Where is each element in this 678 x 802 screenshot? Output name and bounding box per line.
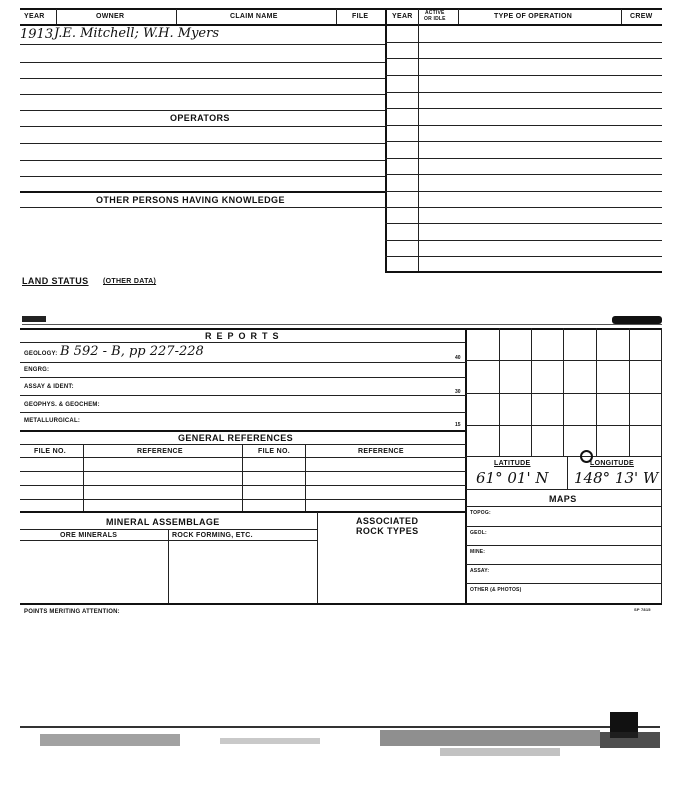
- claim-year-value: 1913: [20, 27, 54, 42]
- operators-heading: OPERATORS: [170, 113, 230, 123]
- longitude-circle-mark: [580, 450, 593, 463]
- report-geology-num: 40: [455, 355, 461, 361]
- col-header-type-of-operation: TYPE OF OPERATION: [494, 13, 573, 20]
- col-header-active: ACTIVE: [425, 10, 445, 16]
- ore-minerals-heading: ORE MINERALS: [60, 532, 118, 539]
- col-header-file: FILE: [352, 13, 369, 20]
- col-header-year: YEAR: [24, 13, 45, 20]
- maps-title: MAPS: [549, 494, 577, 504]
- maps-mine: MINE:: [470, 549, 486, 555]
- gr-col-reference: REFERENCE: [137, 448, 183, 455]
- latitude-value: 61° 01' N: [476, 469, 549, 487]
- maps-topog: TOPOG:: [470, 510, 491, 516]
- report-geology-label: GEOLOGY:: [24, 351, 58, 357]
- col-header-or-idle: OR IDLE: [424, 16, 446, 22]
- maps-geol: GEOL:: [470, 530, 487, 536]
- gr-col-reference-2: REFERENCE: [358, 448, 404, 455]
- associated-rock-types-2: ROCK TYPES: [356, 526, 419, 536]
- gr-col-file-no-2: FILE NO.: [258, 448, 290, 455]
- report-assay-label: ASSAY & IDENT:: [24, 384, 74, 390]
- report-geophys-label: GEOPHYS. & GEOCHEM:: [24, 402, 100, 408]
- claim-owner-value: J.E. Mitchell; W.H. Myers: [54, 26, 220, 41]
- report-metallurgical-num: 15: [455, 422, 461, 428]
- rock-forming-heading: ROCK FORMING, ETC.: [172, 532, 253, 539]
- maps-assay: ASSAY:: [470, 568, 490, 574]
- col-header-claim-name: CLAIM NAME: [230, 13, 278, 20]
- report-metallurgical-label: METALLURGICAL:: [24, 418, 81, 424]
- form-number: SP 7815: [634, 607, 651, 612]
- associated-rock-types-1: ASSOCIATED: [356, 516, 419, 526]
- reports-title: REPORTS: [205, 331, 284, 341]
- maps-other: OTHER (& PHOTOS): [470, 587, 522, 593]
- report-geology-value: B 592 - B, pp 227-228: [60, 344, 204, 359]
- longitude-label: LONGITUDE: [590, 460, 634, 467]
- points-meriting-attention: POINTS MERITING ATTENTION:: [24, 609, 120, 615]
- other-persons-heading: OTHER PERSONS HAVING KNOWLEDGE: [96, 195, 285, 205]
- col-header-year-2: YEAR: [392, 13, 413, 20]
- scan-noise-strip: [20, 712, 660, 772]
- gr-col-file-no: FILE NO.: [34, 448, 66, 455]
- report-engrg-label: ENGRG:: [24, 367, 50, 373]
- general-references-title: GENERAL REFERENCES: [178, 433, 294, 443]
- land-status-sub: (OTHER DATA): [103, 278, 157, 285]
- col-header-owner: OWNER: [96, 13, 125, 20]
- mineral-assemblage-title: MINERAL ASSEMBLAGE: [106, 517, 220, 527]
- land-status-heading: LAND STATUS: [22, 276, 89, 286]
- col-header-crew: CREW: [630, 13, 653, 20]
- longitude-value: 148° 13' W: [574, 469, 659, 487]
- latitude-label: LATITUDE: [494, 460, 531, 467]
- report-assay-num: 30: [455, 389, 461, 395]
